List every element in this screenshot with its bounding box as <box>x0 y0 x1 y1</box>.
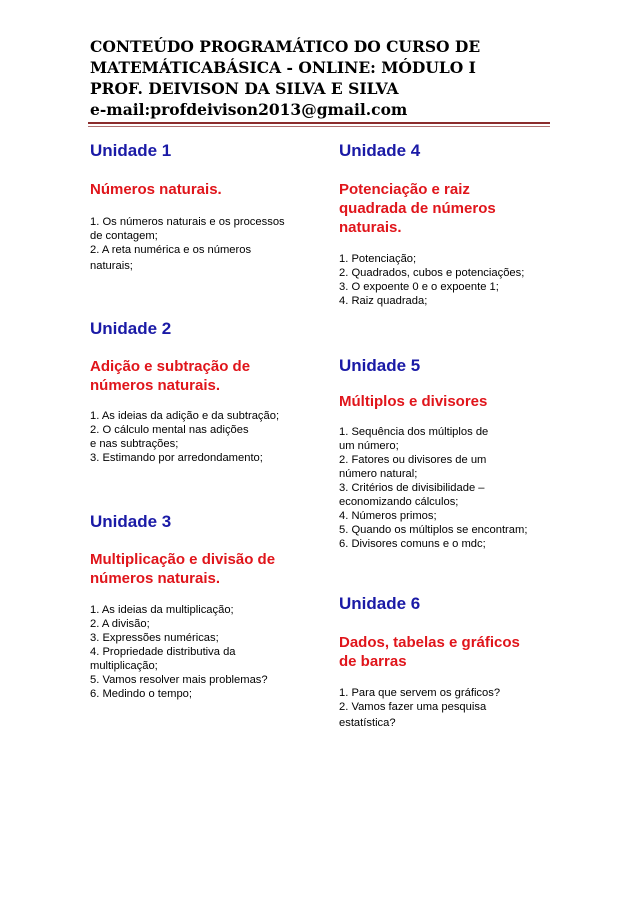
unit-topic <box>339 633 569 671</box>
topic-line: Dados, tabelas e gráficos <box>339 634 520 651</box>
unit-5 <box>339 355 569 551</box>
list-item: 4. Raiz quadrada; <box>339 295 428 307</box>
topic-line: Números naturais. <box>90 181 222 198</box>
unit-title: Unidade 4 <box>339 141 421 160</box>
list-item: 1. Os números naturais e os processos <box>90 216 285 228</box>
unit-items <box>339 425 569 551</box>
header-divider-thin <box>88 126 550 127</box>
list-item: 1. As ideias da multiplicação; <box>90 604 234 616</box>
unit-title: Unidade 3 <box>90 512 172 531</box>
unit-title: Unidade 1 <box>90 141 172 160</box>
topic-line: de barras <box>339 653 407 670</box>
unit-topic <box>90 550 320 588</box>
list-item: 2. A divisão; <box>90 618 150 630</box>
topic-line: naturais. <box>339 219 402 236</box>
unit-title: Unidade 2 <box>90 319 172 338</box>
header-line-2: MATEMÁTICABÁSICA - ONLINE: MÓDULO I <box>90 58 476 77</box>
unit-2 <box>90 318 320 465</box>
unit-items <box>339 686 569 730</box>
unit-items <box>90 409 320 465</box>
list-item: 2. Fatores ou divisores de um <box>339 454 487 466</box>
list-item: 5. Quando os múltiplos se encontram; <box>339 524 528 536</box>
unit-6 <box>339 593 569 730</box>
list-item: 2. Quadrados, cubos e potenciações; <box>339 267 525 279</box>
list-item: 1. Potenciação; <box>339 253 417 265</box>
header-email: e-mail:profdeivison2013@gmail.com <box>90 100 408 119</box>
unit-items <box>339 252 569 308</box>
topic-line: quadrada de números <box>339 200 496 217</box>
topic-line: números naturais. <box>90 570 221 587</box>
unit-topic <box>90 357 320 395</box>
list-item: 1. Para que servem os gráficos? <box>339 687 501 699</box>
unit-3 <box>90 511 320 701</box>
list-item: 1. Sequência dos múltiplos de <box>339 426 489 438</box>
unit-items <box>90 603 320 701</box>
list-item: um número; <box>339 440 399 452</box>
list-item: 1. As ideias da adição e da subtração; <box>90 410 280 422</box>
topic-line: números naturais. <box>90 377 221 394</box>
unit-4 <box>339 140 569 308</box>
list-item: 2. O cálculo mental nas adições <box>90 424 249 436</box>
list-item: 2. A reta numérica e os números <box>90 244 252 256</box>
unit-topic <box>339 392 569 411</box>
list-item: 5. Vamos resolver mais problemas? <box>90 674 268 686</box>
unit-1 <box>90 140 320 273</box>
list-item: 4. Números primos; <box>339 510 437 522</box>
list-item: 3. Expressões numéricas; <box>90 632 219 644</box>
header-line-1: CONTEÚDO PROGRAMÁTICO DO CURSO DE <box>90 37 481 56</box>
list-item: naturais; <box>90 260 133 272</box>
header-line-3: PROF. DEIVISON DA SILVA E SILVA <box>90 79 399 98</box>
list-item: economizando cálculos; <box>339 496 459 508</box>
list-item: multiplicação; <box>90 660 158 672</box>
list-item: 3. Estimando por arredondamento; <box>90 452 263 464</box>
unit-title: Unidade 6 <box>339 594 421 613</box>
topic-line: Múltiplos e divisores <box>339 393 488 410</box>
list-item: 4. Propriedade distributiva da <box>90 646 236 658</box>
list-item: de contagem; <box>90 230 158 242</box>
list-item: número natural; <box>339 468 418 480</box>
list-item: 3. Critérios de divisibilidade – <box>339 482 485 494</box>
topic-line: Multiplicação e divisão de <box>90 551 276 568</box>
topic-line: Potenciação e raiz <box>339 181 470 198</box>
document-header <box>90 36 550 120</box>
list-item: 6. Divisores comuns e o mdc; <box>339 538 486 550</box>
list-item: 2. Vamos fazer uma pesquisa <box>339 701 487 713</box>
unit-items <box>90 215 320 273</box>
unit-topic <box>339 180 569 237</box>
header-divider <box>88 122 550 124</box>
unit-title: Unidade 5 <box>339 356 421 375</box>
list-item: estatística? <box>339 717 396 729</box>
topic-line: Adição e subtração de <box>90 358 251 375</box>
list-item: e nas subtrações; <box>90 438 179 450</box>
list-item: 3. O expoente 0 e o expoente 1; <box>339 281 499 293</box>
list-item: 6. Medindo o tempo; <box>90 688 192 700</box>
unit-topic <box>90 180 320 199</box>
